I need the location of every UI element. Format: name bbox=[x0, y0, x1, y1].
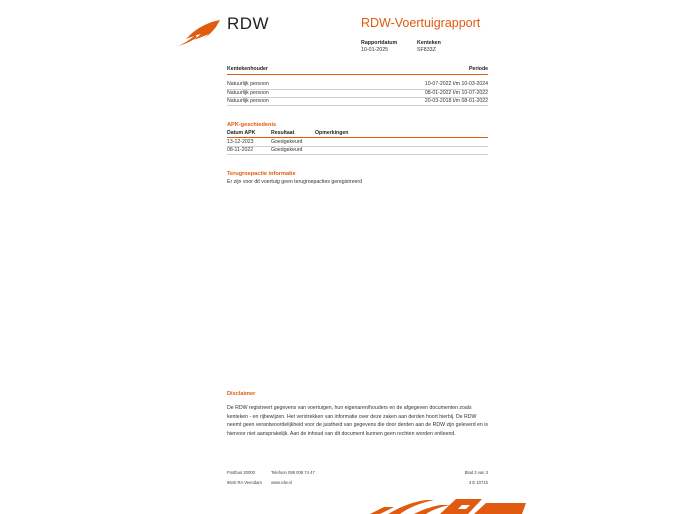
row-divider bbox=[227, 105, 488, 106]
disclaimer-text: De RDW registreert gegevens van voertuigen, hun eigenaren/houders en de afgegeven documenten zoals kenteken - en rijbewijzen. Het verstrekken van informatie over deze zaken aan derden hoort hierbij. De RDW neemt geen verantwoordelijkheid voor de juistheid van gegevens die door derden aan de RDW zijn geleverd en is hiervoor niet aansprakelijk. Aan de inhoud van dit document kunnen geen rechten worden ontleend. bbox=[227, 405, 488, 437]
plate-label: Kenteken bbox=[417, 40, 441, 46]
rdw-stripes-icon bbox=[370, 497, 526, 514]
apk-col-date: Datum APK bbox=[227, 130, 256, 136]
logo-text: RDW bbox=[227, 14, 270, 33]
owner-row-1-holder: Natuurlijk persoon bbox=[227, 81, 269, 87]
owners-col-holder: Kentekenhouder bbox=[227, 66, 268, 72]
owner-row-1-period: 10-07-2022 t/m 10-03-2024 bbox=[424, 81, 488, 87]
footer-postbus: Postbus 30000 bbox=[227, 470, 255, 475]
footer-page-number: Blad 3 van 3 bbox=[464, 470, 488, 475]
apk-row-2-result: Goedgekeurd bbox=[271, 147, 303, 153]
footer-code: 3 E 1071b bbox=[468, 480, 488, 485]
report-date: 10-01-2025 bbox=[361, 47, 389, 53]
recall-section-title: Terugroepactie informatie bbox=[227, 171, 296, 177]
footer-city: 9640 RA Veendam bbox=[227, 480, 262, 485]
owner-row-2-holder: Natuurlijk persoon bbox=[227, 90, 269, 96]
recall-text: Er zijn voor dit voertuig geen terugroepacties geregistreerd bbox=[227, 179, 362, 185]
apk-row-1-date: 13-12-2023 bbox=[227, 139, 254, 145]
apk-col-remarks: Opmerkingen bbox=[315, 130, 349, 136]
apk-header-rule bbox=[227, 137, 488, 138]
report-title: RDW-Voertuigrapport bbox=[361, 16, 481, 30]
row-divider bbox=[227, 146, 488, 147]
owners-header-rule bbox=[227, 74, 488, 75]
owner-row-3-period: 20-03-2018 t/m 08-01-2022 bbox=[424, 98, 488, 104]
owner-row-2-period: 08-01-2022 t/m 10-07-2022 bbox=[424, 90, 488, 96]
footer-web: www.rdw.nl bbox=[271, 480, 292, 485]
owners-col-period: Periode bbox=[468, 66, 488, 72]
plate-value: SF833Z bbox=[417, 47, 436, 53]
apk-row-1-result: Goedgekeurd bbox=[271, 139, 303, 145]
report-date-label: Rapportdatum bbox=[361, 40, 398, 46]
row-divider bbox=[227, 154, 488, 155]
apk-row-2-date: 08-11-2022 bbox=[227, 147, 254, 153]
rdw-logo-icon bbox=[177, 19, 221, 47]
apk-section-title: APK-geschiedenis bbox=[227, 122, 277, 128]
footer-phone: Telefoon 088 008 74 47 bbox=[271, 470, 315, 475]
disclaimer-title: Disclaimer bbox=[227, 391, 256, 397]
owner-row-3-holder: Natuurlijk persoon bbox=[227, 98, 269, 104]
apk-col-result: Resultaat bbox=[271, 130, 295, 136]
